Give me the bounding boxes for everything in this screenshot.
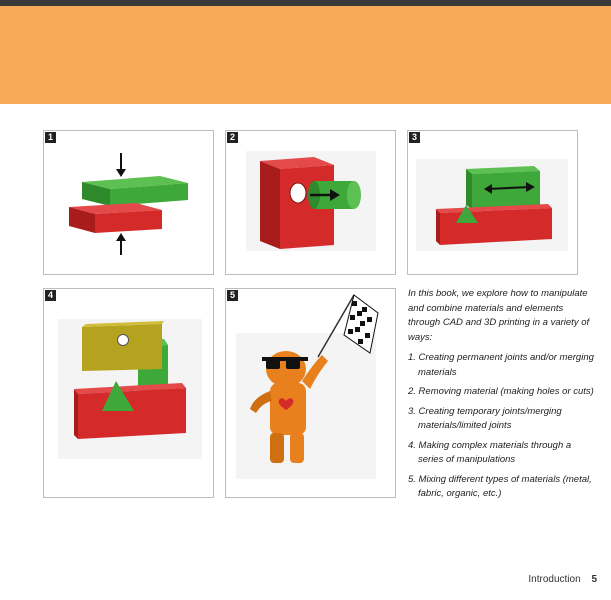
manipulation-list	[408, 351, 598, 502]
section-title: Introduction	[528, 574, 581, 585]
illustration-panel-3	[407, 130, 578, 275]
page-footer	[528, 574, 597, 585]
header-banner	[0, 6, 611, 104]
illustration-panel-2	[225, 130, 396, 275]
illustration-panel-5	[225, 288, 396, 498]
panel-number-badge: 5	[227, 290, 238, 301]
panel-number-badge: 3	[409, 132, 420, 143]
illustration-panel-1	[43, 130, 214, 275]
intro-paragraph: In this book, we explore how to manipulate and combine materials and elements through CAD and 3D printing in a variety of ways:	[408, 288, 590, 343]
page-number: 5	[591, 574, 597, 585]
temporary-joint-illustration	[408, 131, 577, 274]
list-item: 5. Mixing different types of materials (metal, fabric, organic, etc.)	[408, 473, 592, 499]
complex-assembly-illustration	[44, 289, 213, 497]
list-item: 1. Creating permanent joints and/or merging materials	[408, 352, 594, 378]
list-item: 3. Creating temporary joints/merging materials/limited joints	[408, 405, 562, 431]
panel-number-badge: 2	[227, 132, 238, 143]
panel-number-badge: 4	[45, 290, 56, 301]
illustration-panel-4	[43, 288, 214, 498]
permanent-joint-illustration	[44, 131, 213, 274]
list-item: 4. Making complex materials through a series of manipulations	[408, 439, 572, 465]
list-item: 2. Removing material (making holes or cuts)	[408, 386, 594, 397]
hole-cut-illustration	[226, 131, 395, 274]
panel-number-badge: 1	[45, 132, 56, 143]
intro-text	[408, 287, 598, 507]
mixed-materials-figure-illustration	[226, 289, 395, 497]
